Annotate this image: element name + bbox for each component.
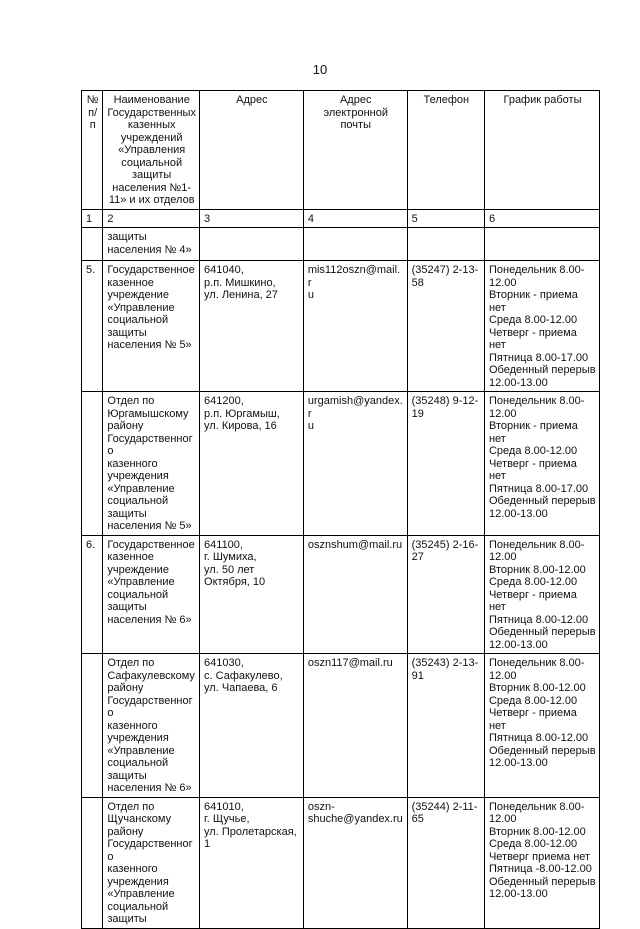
institution-schedule	[484, 228, 599, 261]
column-number: 1	[82, 209, 103, 228]
header-schedule: График работы	[484, 91, 599, 210]
institution-name: Государственное казенное учреждение «Управление социальной защиты населения № 6»	[103, 535, 200, 654]
institution-email: oszn117@mail.ru	[303, 654, 407, 798]
institution-address: 641030, с. Сафакулево, ул. Чапаева, 6	[200, 654, 304, 798]
institution-address: 641010, г. Щучье, ул. Пролетарская, 1	[200, 797, 304, 928]
table-row	[82, 392, 600, 536]
row-index: 5.	[82, 261, 103, 392]
institution-schedule: Понедельник 8.00- 12.00 Вторник 8.00-12.00 Среда 8.00-12.00 Четверг - приема нет Пятница 8.00-12.00 Обеденный перерыв 12.00-13.00	[484, 654, 599, 798]
institution-phone: (35248) 9-12- 19	[407, 392, 484, 536]
header-phone: Телефон	[407, 91, 484, 210]
column-number: 3	[200, 209, 304, 228]
header-address: Адрес	[200, 91, 304, 210]
column-number: 5	[407, 209, 484, 228]
header-name: Наименование Государственных казенных учреждений «Управления социальной защиты населения №1- 11» и их отделов	[103, 91, 200, 210]
row-index	[82, 392, 103, 536]
institution-name: Государственное казенное учреждение «Управление социальной защиты населения № 5»	[103, 261, 200, 392]
institution-name: защиты населения № 4»	[103, 228, 200, 261]
institution-email: oszn- shuche@yandex.ru	[303, 797, 407, 928]
institution-name: Отдел по Сафакулевскому району Государственного казенного учреждения «Управление социальной защиты населения № 6»	[103, 654, 200, 798]
header-email: Адрес электронной почты	[303, 91, 407, 210]
institution-address: 641200, р.п. Юргамыш, ул. Кирова, 16	[200, 392, 304, 536]
column-number: 4	[303, 209, 407, 228]
institution-name: Отдел по Юргамышскому району Государственного казенного учреждения «Управление социальной защиты населения № 5»	[103, 392, 200, 536]
institution-phone: (35244) 2-11- 65	[407, 797, 484, 928]
institution-schedule: Понедельник 8.00- 12.00 Вторник - приема нет Среда 8.00-12.00 Четверг - приема нет Пятница 8.00-17.00 Обеденный перерыв 12.00-13.00	[484, 392, 599, 536]
row-index: 6.	[82, 535, 103, 654]
institution-schedule: Понедельник 8.00- 12.00 Вторник - приема нет Среда 8.00-12.00 Четверг - приема нет Пятница 8.00-17.00 Обеденный перерыв 12.00-13.00	[484, 261, 599, 392]
row-index	[82, 654, 103, 798]
row-index	[82, 797, 103, 928]
institution-schedule: Понедельник 8.00- 12.00 Вторник 8.00-12.00 Среда 8.00-12.00 Четверг - приема нет Пятница 8.00-12.00 Обеденный перерыв 12.00-13.00	[484, 535, 599, 654]
column-number: 6	[484, 209, 599, 228]
institution-email: mis112oszn@mail.r u	[303, 261, 407, 392]
header-index: № п/п	[82, 91, 103, 210]
table-row	[82, 535, 600, 654]
institutions-table	[81, 90, 600, 929]
institution-email: urgamish@yandex.r u	[303, 392, 407, 536]
column-number-row	[82, 209, 600, 228]
table-row	[82, 797, 600, 928]
table-row	[82, 228, 600, 261]
table-row	[82, 261, 600, 392]
header-row	[82, 91, 600, 210]
institution-email: osznshum@mail.ru	[303, 535, 407, 654]
page-number: 10	[312, 62, 328, 77]
institution-address: 641040, р.п. Мишкино, ул. Ленина, 27	[200, 261, 304, 392]
institution-email	[303, 228, 407, 261]
institution-phone: (35243) 2-13- 91	[407, 654, 484, 798]
row-index	[82, 228, 103, 261]
institution-address: 641100, г. Шумиха, ул. 50 лет Октября, 10	[200, 535, 304, 654]
table-row	[82, 654, 600, 798]
institution-phone: (35247) 2-13- 58	[407, 261, 484, 392]
institution-address	[200, 228, 304, 261]
institution-phone: (35245) 2-16- 27	[407, 535, 484, 654]
column-number: 2	[103, 209, 200, 228]
institution-phone	[407, 228, 484, 261]
institution-schedule: Понедельник 8.00- 12.00 Вторник 8.00-12.00 Среда 8.00-12.00 Четверг приема нет Пятница -8.00-12.00 Обеденный перерыв 12.00-13.00	[484, 797, 599, 928]
institution-name: Отдел по Щучанскому району Государственного казенного учреждения «Управление социальной защиты	[103, 797, 200, 928]
